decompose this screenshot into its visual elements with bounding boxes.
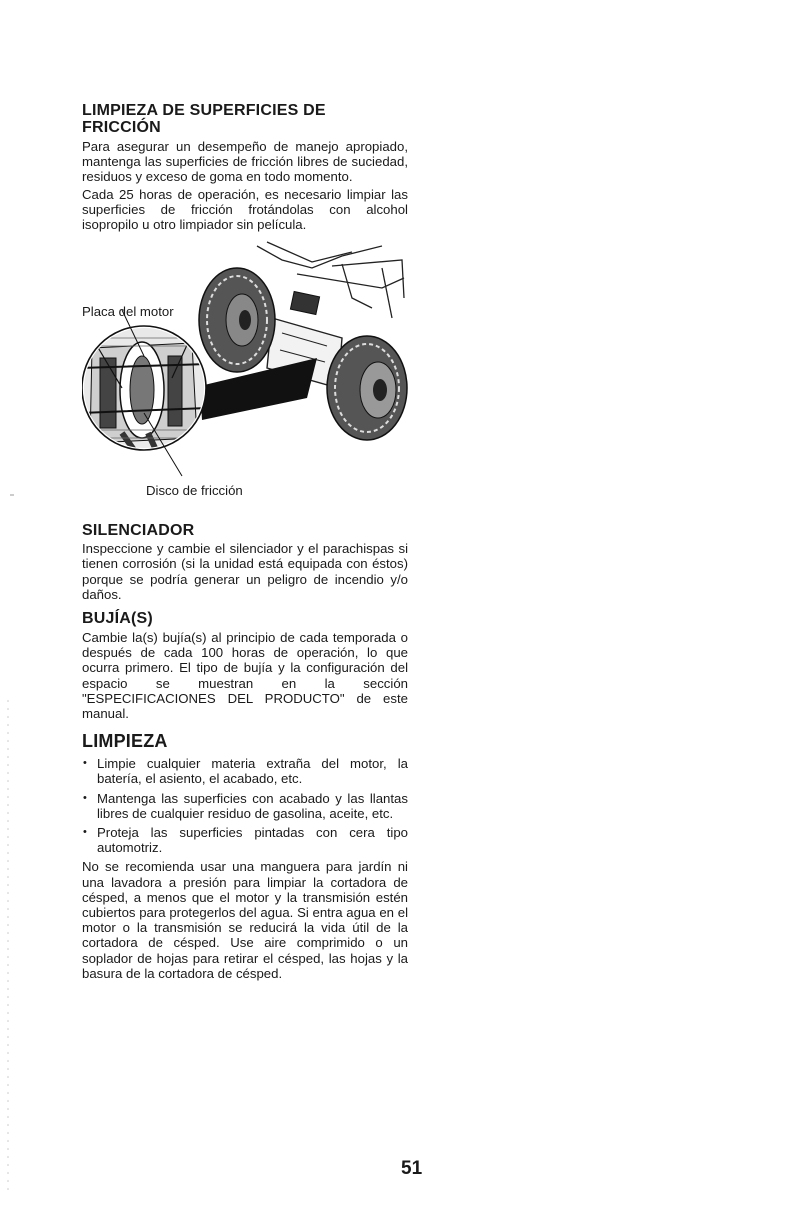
heading-cleaning: LIMPIEZA — [82, 731, 168, 752]
section-spark-plugs — [82, 610, 408, 721]
tractor-underside-drawing — [82, 238, 408, 508]
heading-friction-surfaces: LIMPIEZA DE SUPERFICIES DE FRICCIÓN — [82, 102, 326, 136]
cleaning-bullet-list — [82, 756, 408, 855]
list-item: • Limpie cualquier materia extraña del motor, la batería, el asiento, el acabado, etc. — [82, 756, 408, 786]
friction-paragraph-1: Para asegurar un desempeño de manejo apropiado, mantenga las superficies de fricción libres de suciedad, residuos y exceso de goma en todo momento. — [82, 139, 408, 185]
label-engine-plate: Placa del motor — [82, 304, 174, 320]
list-item: • Proteja las superficies pintadas con cera tipo automotriz. — [82, 825, 408, 855]
friction-paragraph-2: Cada 25 horas de operación, es necesario limpiar las superficies de fricción frotándolas con alcohol isopropilo u otro limpiador sin película. — [82, 186, 408, 233]
section-muffler — [82, 522, 408, 602]
list-item: • Mantenga las superficies con acabado y las llantas libres de cualquier residuo de gasolina, aceite, etc. — [82, 791, 408, 821]
content-column — [82, 102, 408, 981]
scan-margin-marks — [0, 0, 20, 1231]
section-cleaning — [82, 731, 408, 981]
cleaning-paragraph: No se recomienda usar una manguera para jardín ni una lavadora a presión para limpiar la cortadora de césped, a menos que el motor y la transmisión estén cubiertos para protegerlos del agua. Si entra agua en el motor o la transmisión se reducirá la vida útil de la cortadora de césped. Use aire comprimido o un soplador de hojas para retirar el césped, las hojas y la basura de la cortadora de césped. — [82, 859, 408, 981]
friction-disc-illustration — [82, 238, 408, 508]
muffler-paragraph: Inspeccione y cambie el silenciador y el parachispas si tienen corrosión (si la unidad está equipada con éstos) porque se podría generar un peligro de incendio y/o daños. — [82, 541, 408, 602]
page-number: 51 — [401, 1158, 423, 1179]
section-friction-surfaces — [82, 102, 408, 232]
label-friction-disc: Disco de fricción — [146, 483, 243, 499]
sparkplug-paragraph: Cambie la(s) bujía(s) al principio de cada temporada o después de cada 100 horas de operación, lo que ocurra primero. El tipo de bujía y la configuración del espacio se muestran en la sección "ESPECIFICACIONES DEL PRODUCTO" de este manual. — [82, 630, 408, 722]
heading-spark-plugs: BUJÍA(S) — [82, 610, 153, 628]
heading-muffler: SILENCIADOR — [82, 522, 195, 540]
